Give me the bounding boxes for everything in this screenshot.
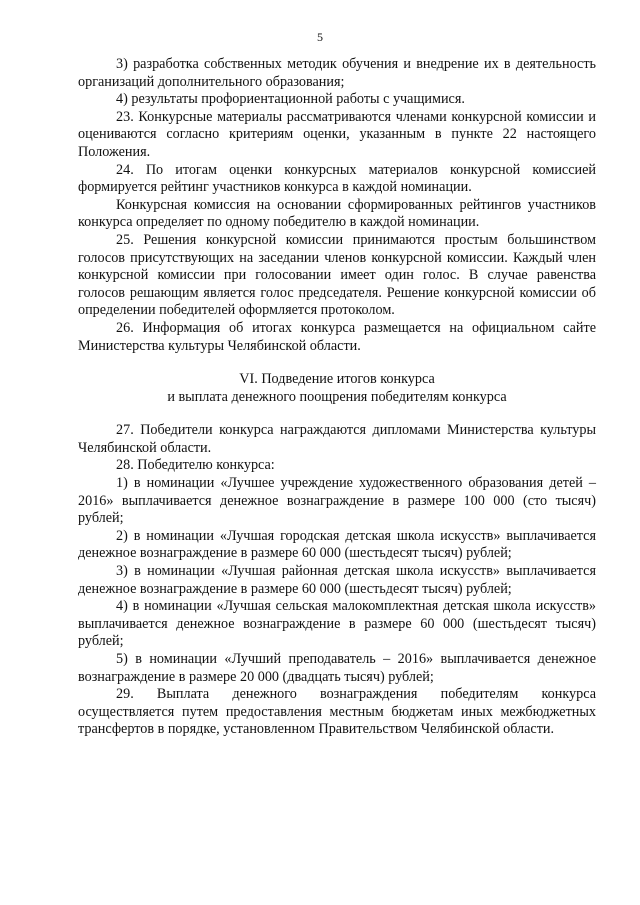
award-item-3: 3) в номинации «Лучшая районная детская школа искусств» выплачивается денежное вознаграждение в размере 60 000 (шестьдесят тысяч) рублей;	[78, 563, 596, 597]
section-heading-line-2: и выплата денежного поощрения победителям конкурса	[167, 388, 507, 405]
award-item-4: 4) в номинации «Лучшая сельская малокомплектная детская школа искусств» выплачивается денежное вознаграждение в размере 60 000 (шестьдесят тысяч) рублей;	[78, 598, 596, 650]
paragraph-24-continued: Конкурсная комиссия на основании сформированных рейтингов участников конкурса определяет по одному победителю в каждой номинации.	[78, 196, 596, 231]
page-number: 5	[317, 30, 323, 44]
award-item-2: 2) в номинации «Лучшая городская детская школа искусств» выплачивается денежное вознаграждение в размере 60 000 (шестьдесят тысяч) рублей;	[78, 527, 596, 562]
paragraph-27: 27. Победители конкурса награждаются дипломами Министерства культуры Челябинской области.	[78, 422, 596, 456]
document-body	[78, 56, 596, 739]
paragraph-28: 28. Победителю конкурса:	[116, 457, 275, 474]
award-item-1: 1) в номинации «Лучшее учреждение художественного образования детей – 2016» выплачивается денежное вознаграждение в размере 100 000 (сто тысяч) рублей;	[78, 475, 596, 527]
section-heading	[78, 371, 596, 406]
paragraph-26: 26. Информация об итогах конкурса размещается на официальном сайте Министерства культуры Челябинской области.	[78, 319, 596, 354]
section-heading-line-1: VI. Подведение итогов конкурса	[239, 371, 435, 388]
paragraph-29: 29. Выплата денежного вознаграждения победителям конкурса осуществляется путем предоставления местным бюджетам иных межбюджетных трансфертов в порядке, установленном Правительством Челябинской области.	[78, 686, 596, 738]
paragraph-item-3: 3) разработка собственных методик обучения и внедрение их в деятельность организаций дополнительного образования;	[78, 56, 596, 90]
paragraph-25: 25. Решения конкурсной комиссии принимаются простым большинством голосов присутствующих на заседании членов конкурсной комиссии. Каждый член конкурсной комиссии при голосовании имеет один голос. В случае равенства голосов решающим является голос председателя. Решение конкурсной комиссии об определении победителей оформляется протоколом.	[78, 231, 596, 319]
paragraph-24: 24. По итогам оценки конкурсных материалов конкурсной комиссией формируется рейтинг участников конкурса в каждой номинации.	[78, 161, 596, 196]
paragraph-item-4: 4) результаты профориентационной работы с учащимися.	[116, 91, 465, 108]
paragraph-23: 23. Конкурсные материалы рассматриваются членами конкурсной комиссии и оцениваются согласно критериям оценки, указанным в пункте 22 настоящего Положения.	[78, 108, 596, 160]
award-item-5: 5) в номинации «Лучший преподаватель – 2016» выплачивается денежное вознаграждение в размере 20 000 (двадцать тысяч) рублей;	[78, 651, 596, 685]
